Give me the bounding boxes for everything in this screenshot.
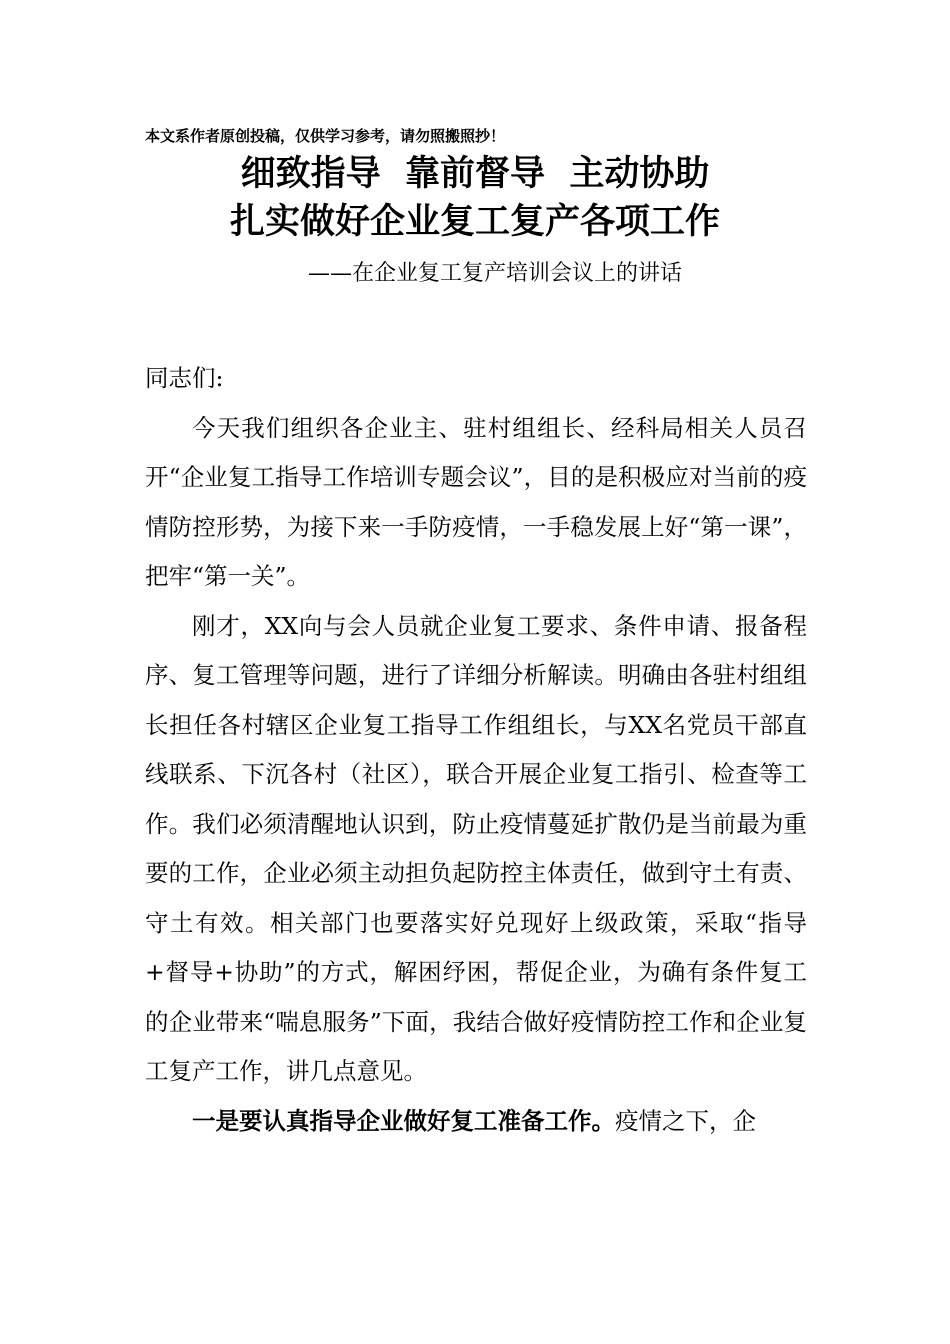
- title-line-2: 扎实做好企业复工复产各项工作: [229, 201, 720, 242]
- title-line-1: 细致指导 靠前督导 主动协助: [240, 153, 710, 194]
- paragraph-1: 今天我们组织各企业主、驻村组组长、经科局相关人员召开“企业复工指导工作培训专题会议”，目的是积极应对当前的疫情防控形势，为接下来一手防疫情，一手稳发展上好“第一课”，把牢“第一关”。: [145, 413, 807, 590]
- document-body: [145, 354, 807, 1146]
- paragraph-3-lead: 一是要认真指导企业做好复工准备工作。: [192, 1106, 615, 1135]
- paragraph-3-text: 疫情之下，企: [615, 1106, 756, 1135]
- paragraph-3: [145, 1097, 807, 1147]
- subtitle: ——在企业复工复产培训会议上的讲话: [307, 261, 682, 286]
- copyright-notice: 本文系作者原创投稿，仅供学习参考，请勿照搬照抄！: [145, 127, 506, 145]
- salutation: 同志们:: [145, 364, 224, 392]
- paragraph-2: 刚才，XX向与会人员就企业复工要求、条件申请、报备程序、复工管理等问题，进行了详细分析解读。明确由各驻村组组长担任各村辖区企业复工指导工作组组长，与XX名党员干部直线联系、下沉各村（社区），联合开展企业复工指引、检查等工作。我们必须清醒地认识到，防止疫情蔓延扩散仍是当前最为重要的工作，企业必须主动担负起防控主体责任，做到守土有责、守土有效。相关部门也要落实好兑现好上级政策，采取“指导+督导+协助”的方式，解困纾困，帮促企业，为确有条件复工的企业带来“喘息服务”下面，我结合做好疫情防控工作和企业复工复产工作，讲几点意见。: [145, 611, 807, 1085]
